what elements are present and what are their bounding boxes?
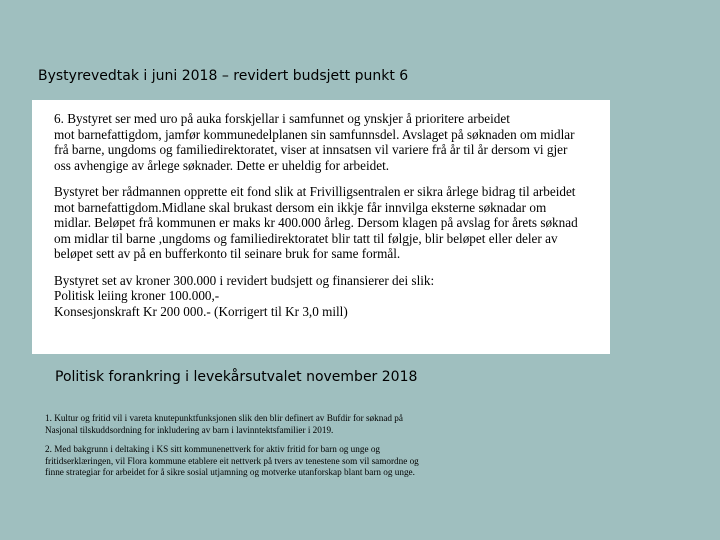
excerpt-line: om midlar til barne ,ungdoms og familiedirektoratet blir tatt til følgje, blir beløpet eller deler av [54,230,558,246]
excerpt-line: mot barnefattigdom.Midlane skal brukast dersom ein ikkje får innvilga eksterne søknadar om [54,199,547,215]
excerpt-line: Politisk leiing kroner 100.000,- [54,288,220,303]
paragraph-gap [45,436,419,444]
excerpt-line: beløpet sett av på en bufferkonto til seinare bruk for same formål. [54,246,401,261]
excerpt-line: 6. Bystyret ser med uro på auka forskjellar i samfunnet og ynskjer å prioritere arbeidet [54,111,510,126]
excerpt-line: mot barnefattigdom, jamfør kommunedelplanen sin samfunnsdel. Avslaget på søknaden om midlar [54,126,575,142]
excerpt-line: oss avhengige av årlege søknader. Dette er uheldig for arbeidet. [54,157,390,173]
excerpt-budget-decision [32,100,610,354]
excerpt-line: Bystyret set av kroner 300.000 i revidert budsjett og finansierer dei slik: [54,272,435,288]
excerpt-line: Nasjonal tilskuddsordning for inkludering av barn i lavinntektsfamilier i 2019. [45,424,334,435]
excerpt-line: 2. Med bakgrunn i deltaking i KS sitt kommunenettverk for aktiv fritid for barn og unge og [45,444,381,455]
excerpt-line: Konsesjonskraft Kr 200 000.- (Korrigert til Kr 3,0 mill) [54,303,348,319]
excerpt-levekarsutvalet [45,413,419,479]
paragraph-gap [54,262,610,273]
excerpt-line: midlar. Beløpet frå kommunen er maks kr 400.000 årleg. Dersom klagen på avslag for årets søknad [54,215,578,230]
excerpt-line: 1. Kultur og fritid vil i vareta knutepunktfunksjonen slik den blir definert av Bufdir for søknad på [45,413,403,423]
excerpt-line: finne strategiar for arbeidet for å sikre sosial utjamning og motverke utanforskap blant barn og unge. [45,467,415,478]
paragraph-gap [54,173,610,184]
heading-bystyrevedtak: Bystyrevedtak i juni 2018 – revidert budsjett punkt 6 [38,68,409,84]
excerpt-line: Bystyret ber rådmannen opprette eit fond slik at Frivilligsentralen er sikra årlege bidrag til arbeidet [54,184,576,199]
heading-politisk-forankring: Politisk forankring i levekårsutvalet november 2018 [55,369,418,385]
excerpt-line: fritidserklæringen, vil Flora kommune etablere eit nettverk på tvers av tenestene som vil samordne og [45,455,419,466]
excerpt-line: frå barne, ungdoms og familiedirektoratet, viser at innsatsen vil variere frå år til år dersom vi gjer [54,142,568,157]
